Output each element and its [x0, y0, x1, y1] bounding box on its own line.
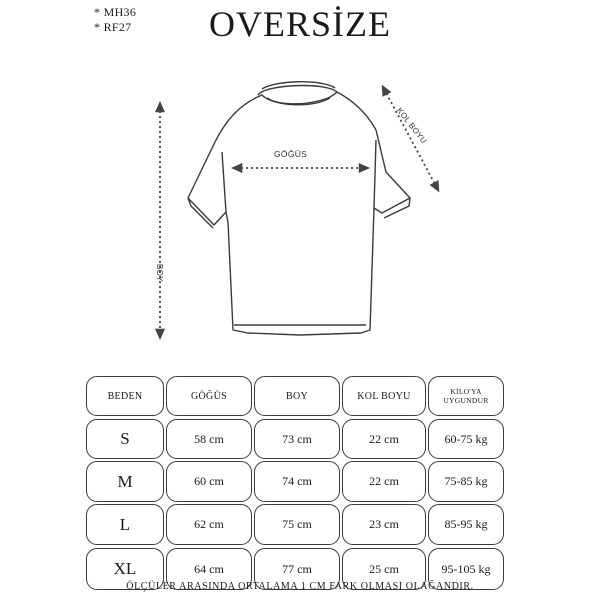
page-title: OVERSİZE — [209, 4, 391, 44]
measurement-note: ÖLÇÜLER ARASINDA ORTALAMA 1 CM FARK OLMASI OLAĞANDIR. — [126, 581, 474, 592]
product-code: * MH36 — [94, 5, 137, 19]
chest-cell: 60 cm — [166, 461, 252, 502]
length-cell: 74 cm — [254, 461, 340, 502]
chest-cell: 58 cm — [166, 419, 252, 459]
sleeve-cell: 25 cm — [342, 548, 426, 590]
sleeve-cell: 23 cm — [342, 504, 426, 545]
chest-cell: 64 cm — [166, 548, 252, 590]
header-weight-line: UYGUNDUR — [443, 396, 489, 405]
sleeve-cell: 22 cm — [342, 419, 426, 459]
size-cell: XL — [86, 548, 164, 590]
weight-cell: 75-85 kg — [428, 461, 504, 502]
sleeve-cell: 22 cm — [342, 461, 426, 502]
chest-cell: 62 cm — [166, 504, 252, 545]
size-cell: S — [86, 419, 164, 459]
weight-cell: 60-75 kg — [428, 419, 504, 459]
weight-cell: 85-95 kg — [428, 504, 504, 545]
header-size: BEDEN — [86, 376, 164, 416]
header-sleeve: KOL BOYU — [342, 376, 426, 416]
length-cell: 73 cm — [254, 419, 340, 459]
sleeve-arrow — [384, 89, 437, 188]
product-code: * RF27 — [94, 20, 132, 34]
header-weight-line: KİLO'YA — [450, 387, 482, 396]
sleeve-label: KOL BOYU — [394, 106, 429, 146]
weight-cell: 95-105 kg — [428, 548, 504, 590]
size-cell: L — [86, 504, 164, 545]
size-cell: M — [86, 461, 164, 502]
length-label: BOY — [155, 264, 164, 282]
header-length: BOY — [254, 376, 340, 416]
length-cell: 77 cm — [254, 548, 340, 590]
header-chest: GÖĞÜS — [166, 376, 252, 416]
header-weight — [428, 376, 504, 416]
chest-label: GÖĞÜS — [274, 149, 308, 159]
length-cell: 75 cm — [254, 504, 340, 545]
tshirt-outline — [188, 82, 410, 335]
